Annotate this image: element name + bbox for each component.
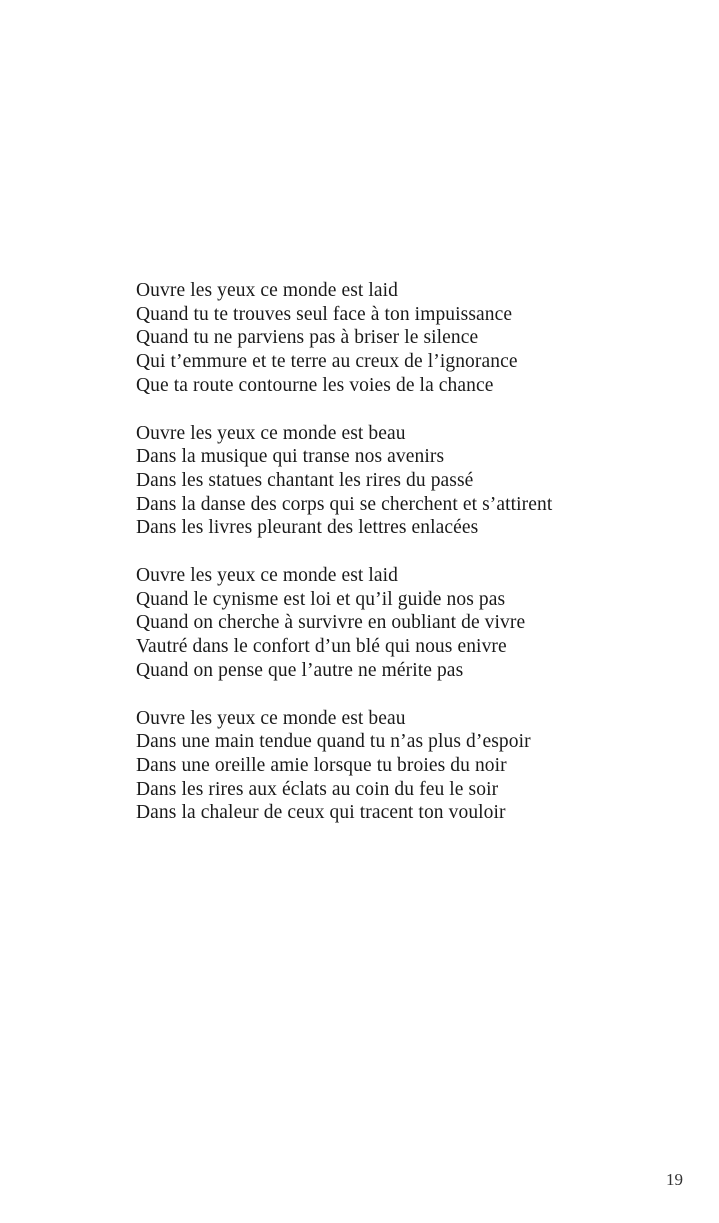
poem-line: Dans la danse des corps qui se cherchent et s’attirent: [136, 493, 553, 515]
poem: [136, 279, 696, 849]
stanza-2: [136, 422, 696, 541]
poem-line: Quand tu te trouves seul face à ton impuissance: [136, 303, 513, 325]
stanza-4: [136, 707, 696, 826]
poem-line: Dans les livres pleurant des lettres enlacées: [136, 517, 479, 539]
poem-line: Dans la musique qui transe nos avenirs: [136, 446, 445, 468]
poem-line: Dans les statues chantant les rires du passé: [136, 469, 474, 491]
poem-line: Ouvre les yeux ce monde est laid: [136, 280, 399, 301]
poem-line: Que ta route contourne les voies de la chance: [136, 374, 494, 396]
poem-line: Dans les rires aux éclats au coin du feu le soir: [136, 778, 499, 800]
poem-line: Quand on pense que l’autre ne mérite pas: [136, 659, 464, 681]
poem-line: Vautré dans le confort d’un blé qui nous enivre: [136, 636, 507, 658]
page-number: 19: [666, 1170, 683, 1189]
poem-line: Quand le cynisme est loi et qu’il guide nos pas: [136, 588, 506, 610]
poem-line: Dans la chaleur de ceux qui tracent ton vouloir: [136, 802, 506, 824]
poem-line: Quand tu ne parviens pas à briser le silence: [136, 327, 479, 349]
poem-line: Ouvre les yeux ce monde est beau: [136, 422, 406, 444]
poem-line: Quand on cherche à survivre en oubliant de vivre: [136, 612, 526, 634]
stanza-1: [136, 279, 696, 398]
stanza-3: [136, 564, 696, 683]
poem-line: Dans une main tendue quand tu n’as plus d’espoir: [136, 731, 531, 753]
poem-line: Dans une oreille amie lorsque tu broies du noir: [136, 754, 507, 776]
poem-line: Qui t’emmure et te terre au creux de l’ignorance: [136, 351, 518, 373]
poem-line: Ouvre les yeux ce monde est beau: [136, 707, 406, 729]
poem-line: Ouvre les yeux ce monde est laid: [136, 565, 399, 587]
